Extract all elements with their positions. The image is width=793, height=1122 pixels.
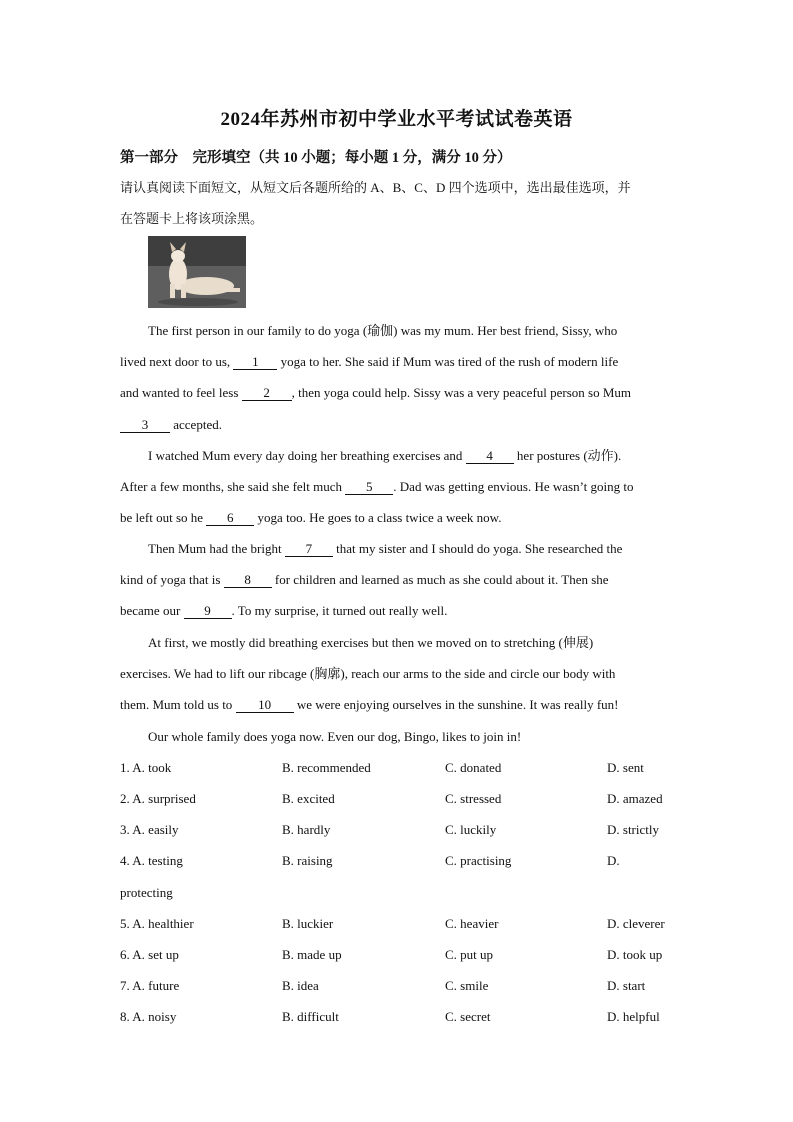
question-row	[120, 760, 680, 778]
question-row-wrap	[120, 885, 680, 903]
option-c: C. smile	[445, 978, 489, 993]
instruction-line: 在答题卡上将该项涂黑。	[120, 211, 264, 226]
passage-line: I watched Mum every day doing her breathing exercises and 4 her postures (动作).	[148, 448, 622, 463]
passage-paragraph-3	[120, 533, 675, 627]
blank-10: 10	[236, 697, 294, 713]
option-a: 3. A. easily	[120, 822, 179, 837]
question-row	[120, 853, 680, 871]
option-b: B. recommended	[282, 760, 371, 775]
passage-paragraph-5	[120, 721, 675, 752]
option-d: D. took up	[607, 947, 663, 962]
option-c: C. luckily	[445, 822, 497, 837]
passage-line: exercises. We had to lift our ribcage (胸廓), reach our arms to the side and circle our body with	[120, 666, 616, 682]
dog-yoga-photo	[148, 236, 246, 308]
option-d: D.	[607, 853, 620, 868]
section-heading: 第一部分 完形填空（共 10 小题；每小题 1 分，满分 10 分）	[120, 150, 512, 166]
option-c: C. put up	[445, 947, 494, 962]
blank-8: 8	[224, 572, 272, 588]
option-b: B. difficult	[282, 1009, 339, 1024]
blank-9: 9	[184, 603, 232, 619]
dog-yoga-image	[148, 236, 246, 308]
passage-line: After a few months, she said she felt much 5 . Dad was getting envious. He wasn’t going to	[120, 479, 634, 495]
instruction-line: 请认真阅读下面短文，从短文后各题所给的 A、B、C、D 四个选项中，选出最佳选项，并	[120, 180, 631, 195]
blank-5: 5	[345, 479, 393, 495]
option-d: D. strictly	[607, 822, 659, 837]
option-b: B. hardly	[282, 822, 331, 837]
question-row	[120, 916, 680, 934]
passage-line: Our whole family does yoga now. Even our dog, Bingo, likes to join in!	[148, 729, 522, 744]
option-b: B. luckier	[282, 916, 334, 931]
passage-line: and wanted to feel less 2 , then yoga could help. Sissy was a very peaceful person so Mum	[120, 385, 632, 401]
option-d: D. cleverer	[607, 916, 665, 931]
blank-7: 7	[285, 541, 333, 557]
option-a: 1. A. took	[120, 760, 172, 775]
blank-1: 1	[233, 354, 277, 370]
option-b: B. made up	[282, 947, 342, 962]
option-d-wrapped: protecting	[120, 885, 173, 900]
passage-line: be left out so he 6 yoga too. He goes to a class twice a week now.	[120, 510, 502, 526]
blank-6: 6	[206, 510, 254, 526]
question-row	[120, 822, 680, 840]
question-row	[120, 947, 680, 965]
passage-line: lived next door to us, 1 yoga to her. She said if Mum was tired of the rush of modern life	[120, 354, 619, 370]
option-d: D. sent	[607, 760, 644, 775]
option-a: 8. A. noisy	[120, 1009, 177, 1024]
passage-line: became our 9 . To my surprise, it turned out really well.	[120, 603, 448, 619]
passage-line: kind of yoga that is 8 for children and learned as much as she could about it. Then she	[120, 572, 609, 588]
option-b: B. idea	[282, 978, 319, 993]
option-b: B. excited	[282, 791, 335, 806]
blank-2: 2	[242, 385, 292, 401]
passage-paragraph-1	[120, 315, 675, 440]
option-d: D. amazed	[607, 791, 663, 806]
passage-line: them. Mum told us to 10 we were enjoying ourselves in the sunshine. It was really fun!	[120, 697, 619, 713]
option-c: C. secret	[445, 1009, 491, 1024]
page-title: 2024年苏州市初中学业水平考试试卷英语	[220, 109, 573, 130]
option-a: 7. A. future	[120, 978, 180, 993]
passage-paragraph-4	[120, 627, 675, 721]
option-a: 4. A. testing	[120, 853, 183, 868]
passage-line: Then Mum had the bright 7 that my sister and I should do yoga. She researched the	[148, 541, 623, 556]
option-b: B. raising	[282, 853, 333, 868]
question-row	[120, 791, 680, 809]
passage-line: 3 accepted.	[120, 409, 675, 440]
passage-line: At first, we mostly did breathing exercises but then we moved on to stretching (伸展)	[148, 635, 594, 650]
blank-4: 4	[466, 448, 514, 464]
option-c: C. stressed	[445, 791, 502, 806]
option-a: 5. A. healthier	[120, 916, 194, 931]
passage-paragraph-2	[120, 440, 675, 534]
question-row	[120, 978, 680, 996]
option-a: 2. A. surprised	[120, 791, 196, 806]
option-c: C. donated	[445, 760, 502, 775]
question-row	[120, 1009, 680, 1027]
blank-3: 3	[120, 417, 170, 433]
option-d: D. helpful	[607, 1009, 660, 1024]
passage-line: The first person in our family to do yoga (瑜伽) was my mum. Her best friend, Sissy, who	[148, 323, 618, 338]
option-a: 6. A. set up	[120, 947, 179, 962]
option-c: C. heavier	[445, 916, 499, 931]
option-d: D. start	[607, 978, 646, 993]
option-c: C. practising	[445, 853, 512, 868]
